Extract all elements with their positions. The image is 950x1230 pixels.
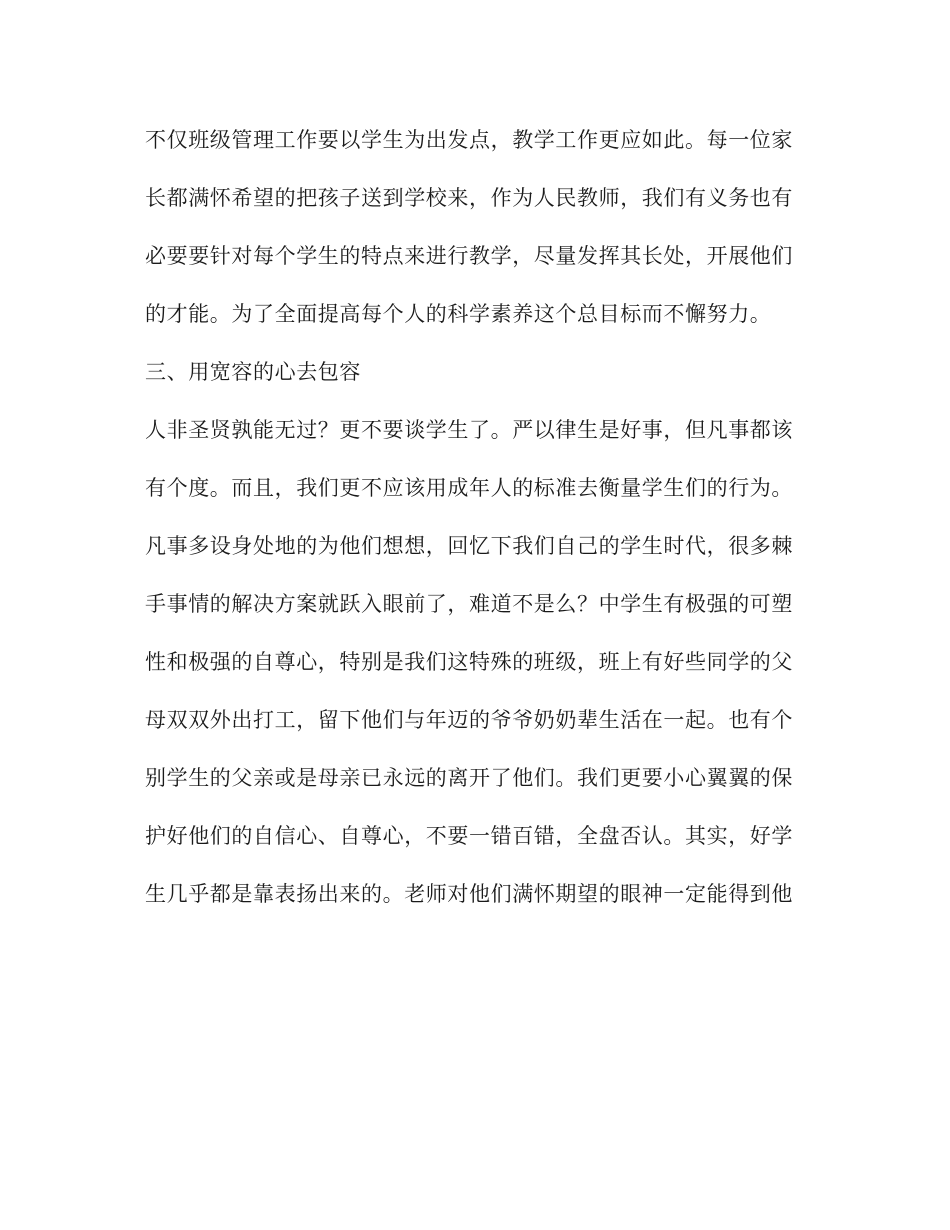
text-line: 不仅班级管理工作要以学生为出发点，教学工作更应如此。每一位家	[145, 128, 793, 152]
text-line: 生几乎都是靠表扬出来的。老师对他们满怀期望的眼神一定能得到他	[145, 882, 793, 906]
section-heading: 三、用宽容的心去包容	[145, 360, 361, 384]
body-text	[145, 120, 805, 932]
text-line: 有个度。而且，我们更不应该用成年人的标准去衡量学生们的行为。	[145, 476, 793, 500]
text-line: 凡事多设身处地的为他们想想，回忆下我们自己的学生时代，很多棘	[145, 534, 793, 558]
text-line: 别学生的父亲或是母亲已永远的离开了他们。我们更要小心翼翼的保	[145, 766, 793, 790]
text-line: 性和极强的自尊心，特别是我们这特殊的班级，班上有好些同学的父	[145, 650, 793, 674]
text-line: 长都满怀希望的把孩子送到学校来，作为人民教师，我们有义务也有	[145, 186, 793, 210]
text-line: 母双双外出打工，留下他们与年迈的爷爷奶奶辈生活在一起。也有个	[145, 708, 793, 732]
text-line: 必要要针对每个学生的特点来进行教学，尽量发挥其长处，开展他们	[145, 244, 793, 268]
text-line: 手事情的解决方案就跃入眼前了，难道不是么？中学生有极强的可塑	[145, 592, 793, 616]
text-line: 的才能。为了全面提高每个人的科学素养这个总目标而不懈努力。	[145, 302, 772, 326]
text-line: 护好他们的自信心、自尊心，不要一错百错，全盘否认。其实，好学	[145, 824, 793, 848]
text-line: 人非圣贤孰能无过？更不要谈学生了。严以律生是好事，但凡事都该	[145, 418, 793, 442]
